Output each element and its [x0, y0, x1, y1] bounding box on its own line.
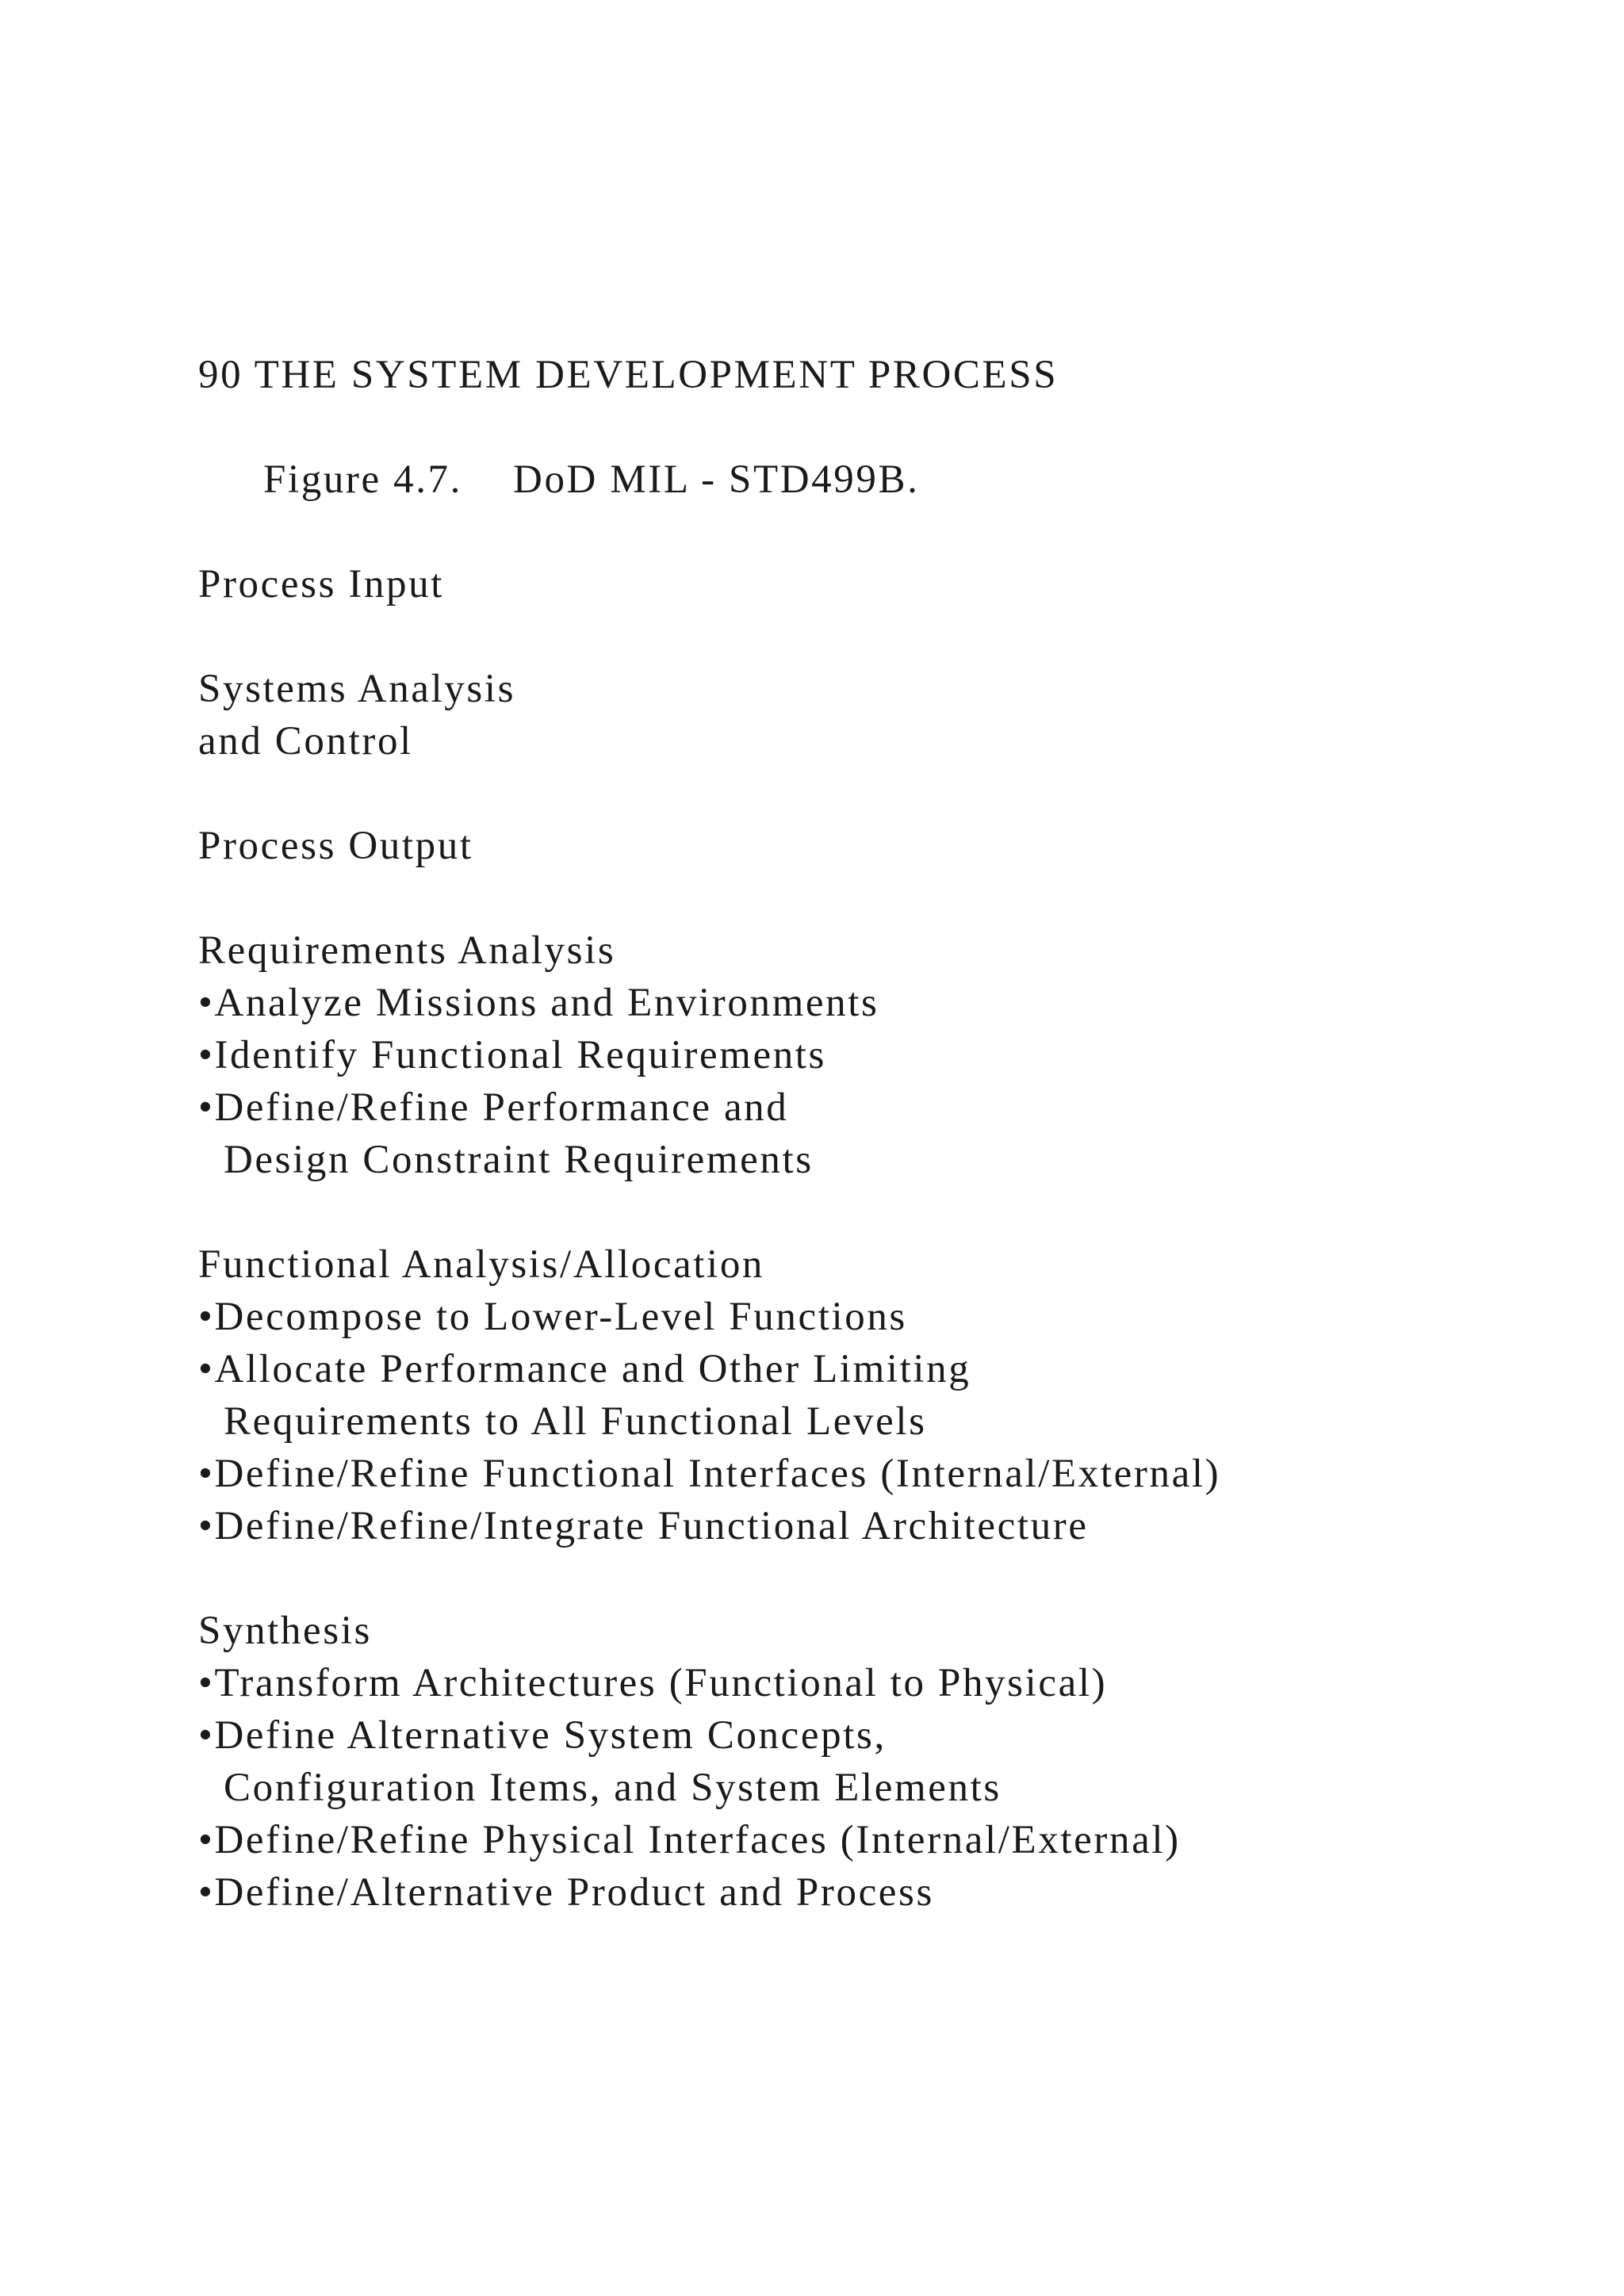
requirements-analysis-item: •Define/Refine Performance and	[198, 1085, 789, 1130]
spacer	[198, 401, 1546, 453]
synthesis-item: •Transform Architectures (Functional to Physical)	[198, 1661, 1108, 1705]
functional-analysis-item: •Allocate Performance and Other Limiting	[198, 1347, 971, 1391]
requirements-analysis-heading: Requirements Analysis	[198, 928, 616, 973]
systems-analysis-line-1: Systems Analysis	[198, 667, 516, 711]
spacer	[198, 767, 1546, 820]
document-page	[198, 349, 1546, 1919]
spacer	[198, 1552, 1546, 1605]
requirements-analysis-item: •Identify Functional Requirements	[198, 1033, 827, 1077]
synthesis-item: •Define/Alternative Product and Process	[198, 1870, 934, 1915]
synthesis-item-continuation: Configuration Items, and System Elements	[224, 1766, 1002, 1810]
functional-analysis-item: •Define/Refine Functional Interfaces (Internal/External)	[198, 1452, 1221, 1496]
process-input-label: Process Input	[198, 562, 445, 607]
running-head: 90 THE SYSTEM DEVELOPMENT PROCESS	[198, 353, 1059, 397]
synthesis-item: •Define/Refine Physical Interfaces (Internal/External)	[198, 1818, 1181, 1862]
figure-title: DoD MIL - STD499B.	[513, 457, 920, 502]
functional-analysis-item-continuation: Requirements to All Functional Levels	[224, 1399, 927, 1444]
spacer	[198, 506, 1546, 558]
synthesis-heading: Synthesis	[198, 1609, 372, 1653]
figure-caption	[198, 453, 1546, 506]
systems-analysis-line-2: and Control	[198, 719, 413, 763]
synthesis-item: •Define Alternative System Concepts,	[198, 1713, 887, 1758]
requirements-analysis-item-continuation: Design Constraint Requirements	[224, 1138, 814, 1182]
requirements-analysis-item: •Analyze Missions and Environments	[198, 981, 879, 1025]
functional-analysis-item: •Define/Refine/Integrate Functional Architecture	[198, 1504, 1089, 1548]
figure-number: Figure 4.7.	[263, 457, 463, 502]
spacer	[198, 872, 1546, 924]
spacer	[198, 1186, 1546, 1238]
process-output-label: Process Output	[198, 824, 473, 868]
functional-analysis-heading: Functional Analysis/Allocation	[198, 1242, 765, 1287]
functional-analysis-item: •Decompose to Lower-Level Functions	[198, 1295, 907, 1339]
spacer	[198, 610, 1546, 663]
